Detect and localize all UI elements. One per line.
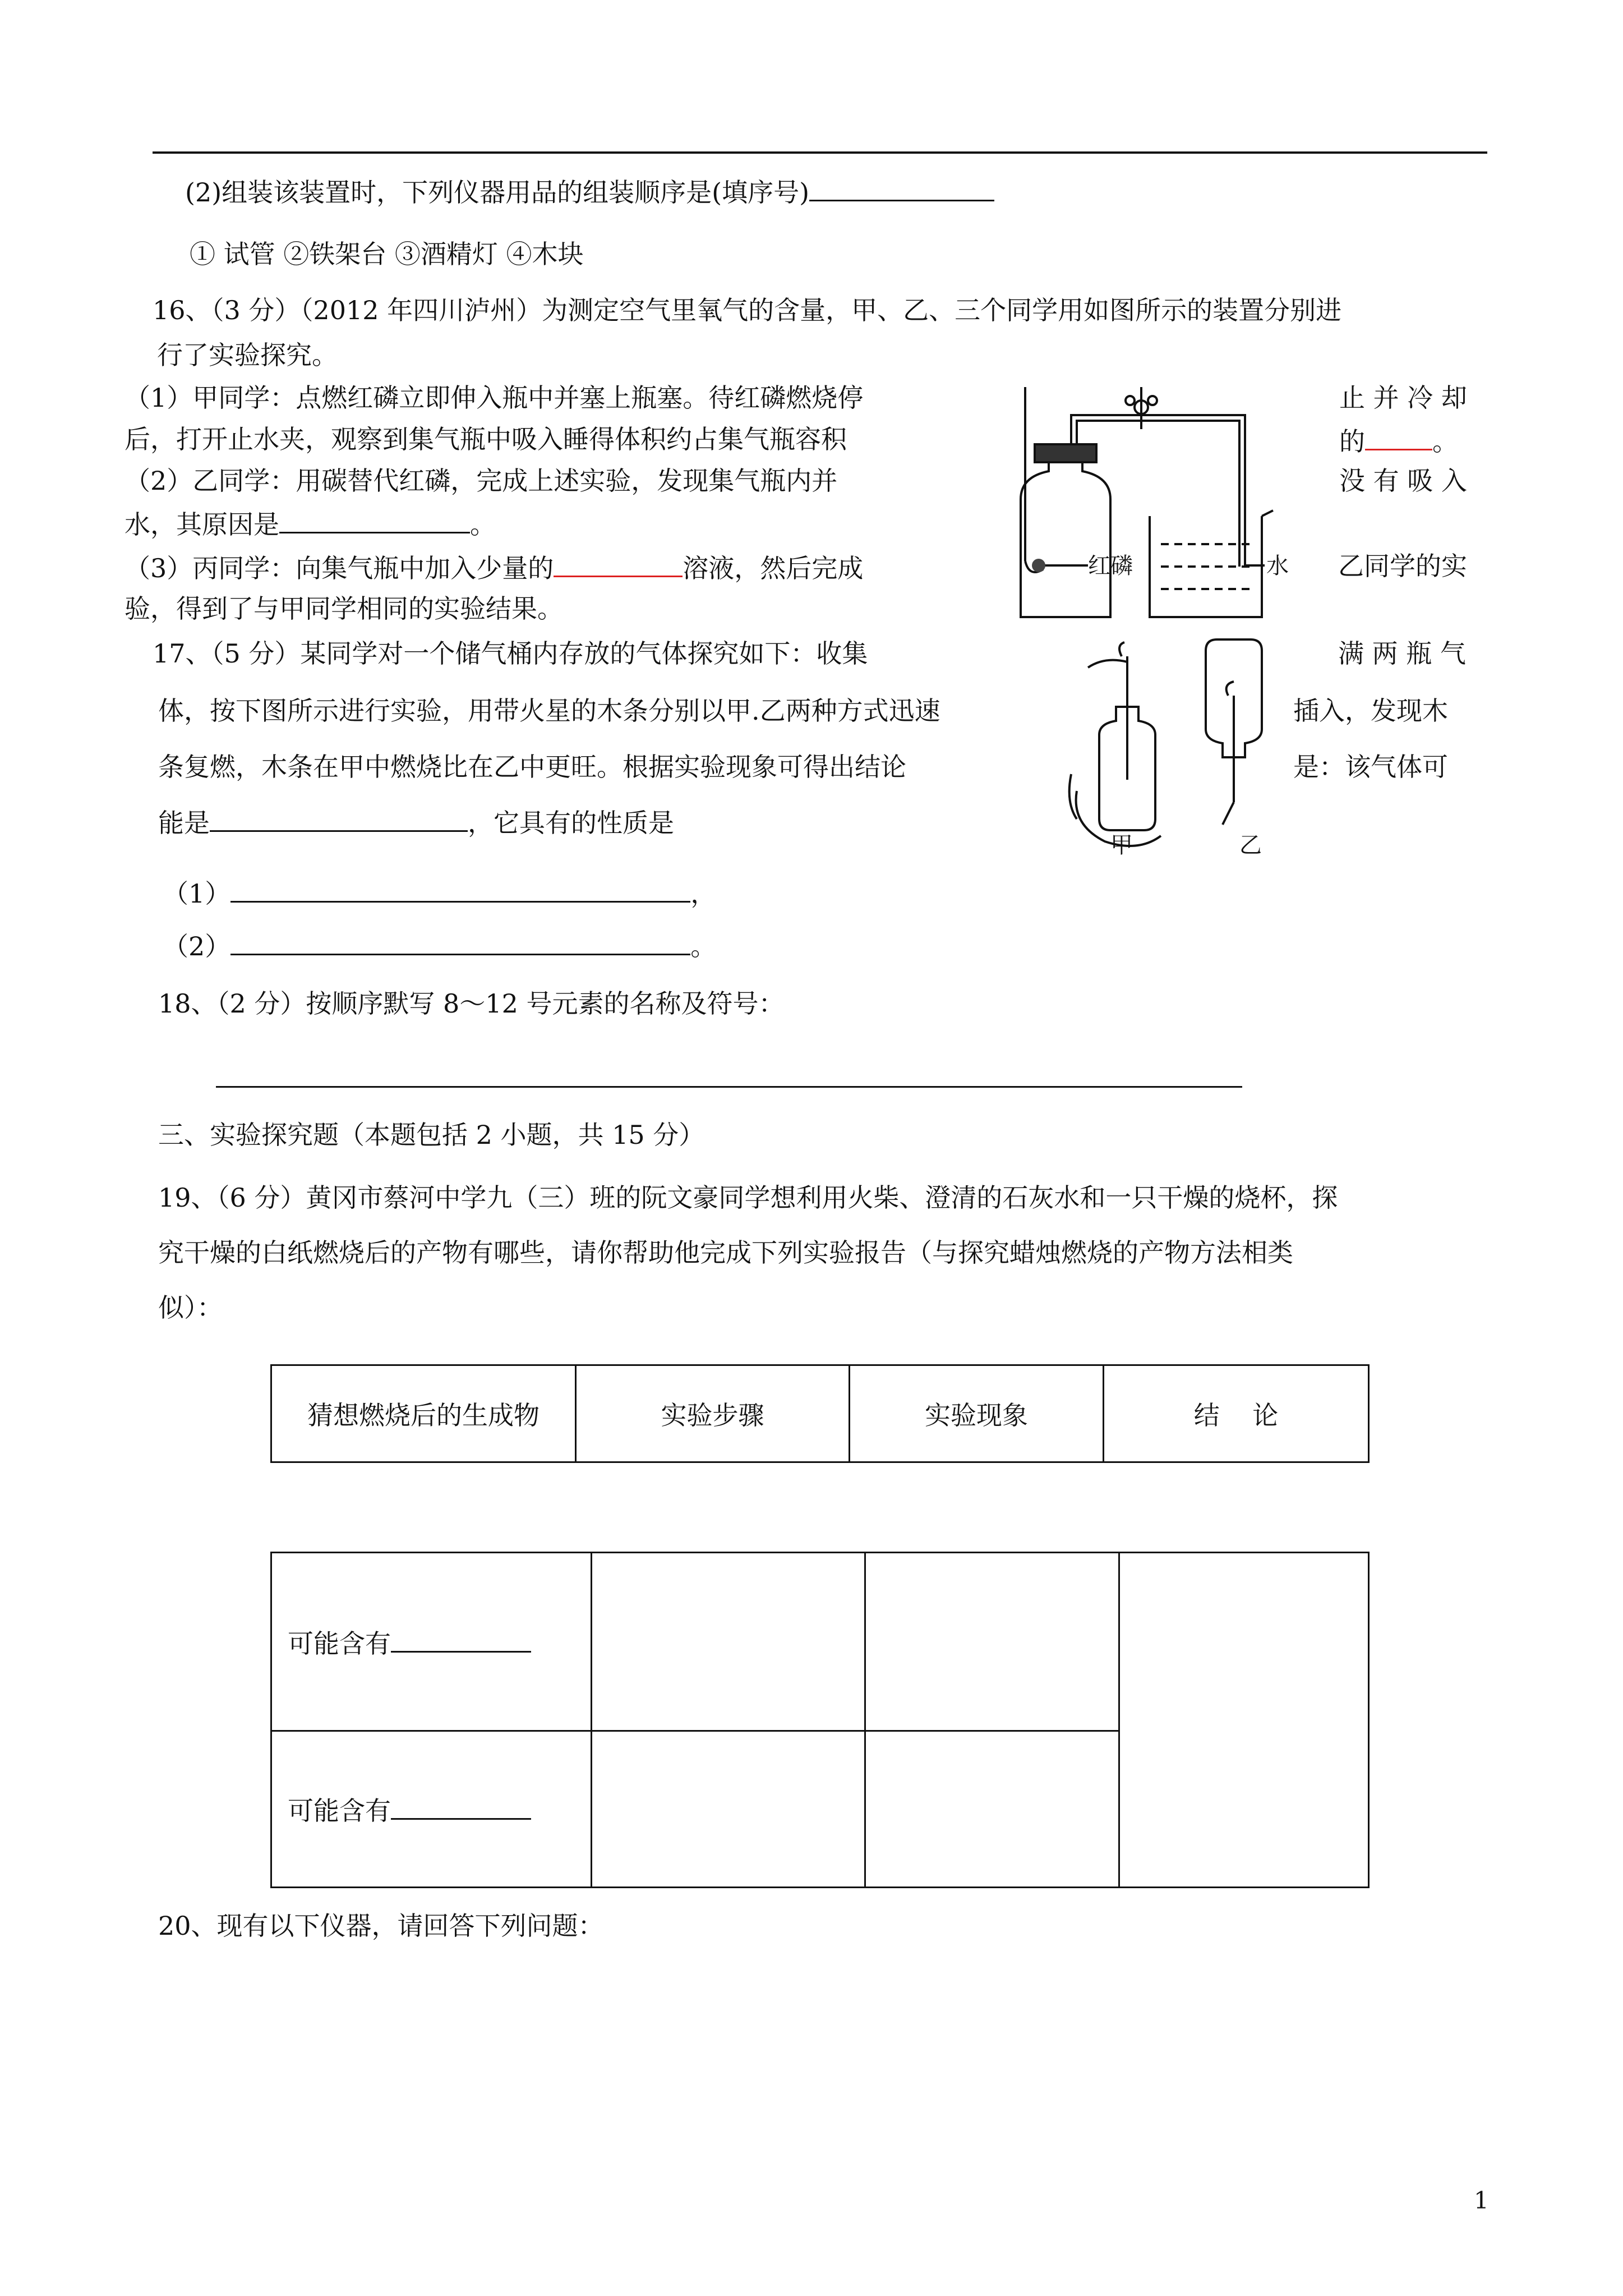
q16-part1-line2-right: [1339, 426, 1458, 457]
q17-line2: 体，按下图所示进行实验，用带火星的木条分别以甲.乙两种方式迅速: [158, 696, 940, 726]
fig17-label-yi: 乙: [1239, 832, 1262, 858]
fig16-label-phosphorus: 红磷: [1088, 553, 1133, 579]
q16-part1-line1-right: 止 并 冷 却: [1339, 383, 1467, 413]
row1-steps-cell[interactable]: [592, 1553, 865, 1731]
q15-part2-text: (2)组装该装置时，下列仪器用品的组装顺序是(填序号): [185, 177, 810, 208]
q19-line2: 究干燥的白纸燃烧后的产物有哪些，请你帮助他完成下列实验报告（与探究蜡烛燃烧的产物方法相类: [158, 1237, 1293, 1268]
conclusion-cell[interactable]: [1119, 1553, 1369, 1888]
q17-answer-2-label: （2）: [163, 931, 231, 961]
q17-line3-right: 是：该气体可: [1293, 752, 1448, 782]
q16-part2-text: 水，其原因是: [125, 509, 279, 540]
top-rule: [153, 151, 1487, 154]
q19-line1: 19、（6 分）黄冈市蔡河中学九（三）班的阮文豪同学想利用火柴、澄清的石灰水和一只干燥的烧杯，探: [158, 1182, 1338, 1213]
q17-answer-2: [163, 931, 716, 959]
q20-text: 20、现有以下仪器，请回答下列问题：: [158, 1911, 604, 1941]
header-conclusion: 结 论: [1104, 1365, 1369, 1462]
q16-part2-end: 。: [470, 509, 496, 540]
header-guess: 猜想燃烧后的生成物: [271, 1365, 576, 1462]
q19-line3: 似）：: [158, 1292, 223, 1323]
red-phosphorus-icon: [1032, 559, 1045, 572]
fig16-label-water: 水: [1266, 553, 1289, 579]
q17-line1: 17、（5 分）某同学对一个储气桶内存放的气体探究如下：收集: [153, 638, 868, 669]
q16-part3-mid: 溶液，然后完成: [683, 553, 864, 583]
q17-line1-right: 满 两 瓶 气: [1338, 638, 1466, 669]
q15-answer-blank[interactable]: [809, 177, 994, 201]
q16-part1-right-text: 的: [1339, 426, 1365, 457]
section3-title: 三、实验探究题（本题包括 2 小题，共 15 分）: [158, 1120, 705, 1150]
row2-guess-cell: [271, 1731, 592, 1888]
q17-line2-right: 插入，发现木: [1293, 696, 1448, 726]
q17-line3: 条复燃，木条在甲中燃烧比在乙中更旺。根据实验现象可得出结论: [158, 752, 906, 782]
q17-answer-1-label: （1）: [163, 878, 231, 909]
q16-apparatus-figure: [998, 376, 1324, 628]
q16-part3-line1-right: 乙同学的实: [1338, 551, 1467, 581]
q16-part1-end: 。: [1432, 426, 1458, 457]
q16-part3-text: （3）丙同学：向集气瓶中加入少量的: [125, 553, 554, 583]
q15-part2: [185, 177, 994, 208]
q16-part2-line1-right: 没 有 吸 入: [1339, 466, 1467, 496]
q16-part2-line1: （2）乙同学：用碳替代红磷，完成上述实验，发现集气瓶内并: [125, 466, 838, 496]
q16-part1-line2: 后，打开止水夹，观察到集气瓶中吸入睡得体积约占集气瓶容积: [125, 424, 847, 454]
q17-line4-text: 能是: [158, 808, 210, 838]
q16-part1-blank[interactable]: [1365, 426, 1432, 450]
q18-text: 18、（2 分）按顺序默写 8～12 号元素的名称及符号：: [158, 988, 785, 1019]
q16-part3-line2: 验，得到了与甲同学相同的实验结果。: [125, 593, 563, 624]
q16-part3-line1: [125, 553, 863, 581]
header-steps: 实验步骤: [576, 1365, 850, 1462]
q16-part1-line1: （1）甲同学：点燃红磷立即伸入瓶中并塞上瓶塞。待红磷燃烧停: [125, 383, 864, 413]
row2-steps-cell[interactable]: [592, 1731, 865, 1888]
q18-answer-line[interactable]: [216, 1086, 1242, 1088]
page-number: 1: [1474, 2187, 1489, 2214]
row1-guess-label: 可能含有: [288, 1628, 391, 1659]
fig17-label-jia: 甲: [1110, 832, 1133, 858]
q16-part2-line2: [125, 509, 496, 540]
q17-gas-blank[interactable]: [210, 808, 468, 832]
header-phenomena: 实验现象: [850, 1365, 1104, 1462]
q15-options: ① 试管 ②铁架台 ③酒精灯 ④木块: [190, 239, 584, 269]
q16-stem-line2: 行了实验探究。: [157, 340, 338, 370]
q17-answer-1-blank[interactable]: [230, 878, 690, 903]
q16-part3-blank[interactable]: [554, 553, 683, 577]
row2-guess-label: 可能含有: [288, 1796, 391, 1826]
q16-part2-blank[interactable]: [279, 509, 470, 533]
q17-answer-2-end: 。: [690, 931, 717, 961]
row2-phenomena-cell[interactable]: [865, 1731, 1119, 1888]
row1-phenomena-cell[interactable]: [865, 1553, 1119, 1731]
q17-line4-mid: ，它具有的性质是: [468, 808, 674, 838]
row1-guess-blank[interactable]: [391, 1628, 531, 1653]
q19-header-table: [270, 1364, 1370, 1463]
q19-answer-table: [270, 1552, 1370, 1888]
q17-bottle-figure: [1054, 634, 1290, 858]
q17-line4: [158, 808, 674, 836]
row2-guess-blank[interactable]: [391, 1796, 531, 1820]
row1-guess-cell: [271, 1553, 592, 1731]
q17-answer-2-blank[interactable]: [230, 931, 690, 955]
q17-answer-1-end: ，: [690, 878, 717, 909]
q16-stem-line1: 16、（3 分）（2012 年四川泸州）为测定空气里氧气的含量，甲、乙、三个同学用如图所示的装置分别进: [153, 295, 1342, 325]
q17-answer-1: [163, 878, 716, 907]
